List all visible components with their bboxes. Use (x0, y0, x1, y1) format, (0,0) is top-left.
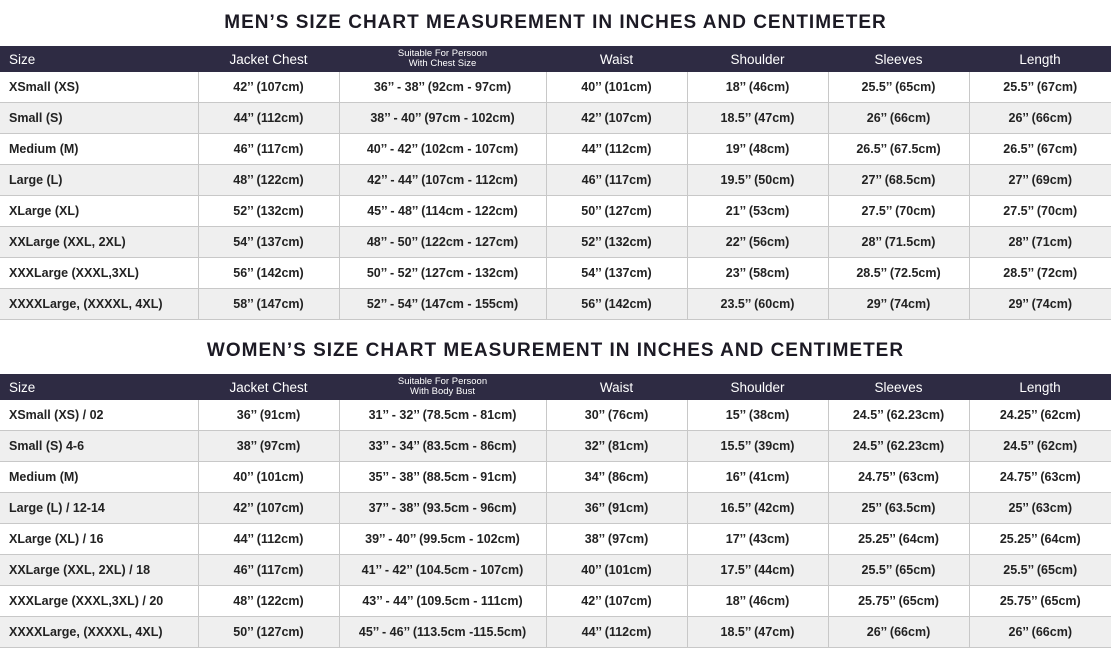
column-header-shoulder: Shoulder (730, 379, 785, 395)
suitable-header-line2: With Chest Size (408, 58, 477, 69)
column-header-length: Length (1019, 51, 1061, 67)
column-header-waist: Waist (599, 51, 634, 67)
table-header-row (0, 374, 1111, 400)
table-row (0, 72, 1111, 103)
cell-size: XXLarge (XXL, 2XL) (0, 227, 198, 258)
cell-length: 29’’ (74cm) (969, 289, 1111, 320)
column-header-size: Size (9, 379, 36, 395)
cell-waist: 32’’ (81cm) (546, 431, 687, 462)
cell-size: XXXLarge (XXXL,3XL) / 20 (0, 586, 198, 617)
cell-suitable-range: 36’’ - 38’’ (92cm - 97cm) (339, 72, 546, 103)
cell-shoulder: 19’’ (48cm) (687, 134, 828, 165)
table-row (0, 555, 1111, 586)
mens-table-body (0, 72, 1111, 320)
column-header-size: Size (9, 51, 36, 67)
cell-size: XXXLarge (XXXL,3XL) (0, 258, 198, 289)
cell-sleeves: 25.5’’ (65cm) (828, 72, 969, 103)
cell-sleeves: 29’’ (74cm) (828, 289, 969, 320)
cell-jacket-chest: 54’’ (137cm) (198, 227, 339, 258)
cell-sleeves: 25.25’’ (64cm) (828, 524, 969, 555)
table-row (0, 462, 1111, 493)
suitable-header-line2: With Body Bust (410, 386, 475, 397)
cell-sleeves: 27’’ (68.5cm) (828, 165, 969, 196)
cell-sleeves: 25.75’’ (65cm) (828, 586, 969, 617)
cell-jacket-chest: 46’’ (117cm) (198, 134, 339, 165)
cell-waist: 42’’ (107cm) (546, 586, 687, 617)
cell-jacket-chest: 42’’ (107cm) (198, 493, 339, 524)
cell-shoulder: 18’’ (46cm) (687, 586, 828, 617)
cell-jacket-chest: 50’’ (127cm) (198, 617, 339, 648)
cell-suitable-range: 38’’ - 40’’ (97cm - 102cm) (339, 103, 546, 134)
cell-size: Small (S) 4-6 (0, 431, 198, 462)
cell-jacket-chest: 46’’ (117cm) (198, 555, 339, 586)
cell-length: 26.5’’ (67cm) (969, 134, 1111, 165)
cell-waist: 38’’ (97cm) (546, 524, 687, 555)
cell-shoulder: 19.5’’ (50cm) (687, 165, 828, 196)
cell-size: Large (L) (0, 165, 198, 196)
table-row (0, 524, 1111, 555)
cell-sleeves: 26.5’’ (67.5cm) (828, 134, 969, 165)
cell-shoulder: 15.5’’ (39cm) (687, 431, 828, 462)
cell-sleeves: 24.75’’ (63cm) (828, 462, 969, 493)
cell-jacket-chest: 58’’ (147cm) (198, 289, 339, 320)
cell-suitable-range: 31’’ - 32’’ (78.5cm - 81cm) (339, 400, 546, 431)
cell-length: 28.5’’ (72cm) (969, 258, 1111, 289)
cell-jacket-chest: 36’’ (91cm) (198, 400, 339, 431)
cell-size: XXLarge (XXL, 2XL) / 18 (0, 555, 198, 586)
suitable-header-line1: Suitable For Persoon (397, 376, 488, 387)
cell-waist: 44’’ (112cm) (546, 134, 687, 165)
cell-shoulder: 18.5’’ (47cm) (687, 103, 828, 134)
cell-suitable-range: 52’’ - 54’’ (147cm - 155cm) (339, 289, 546, 320)
cell-suitable-range: 45’’ - 48’’ (114cm - 122cm) (339, 196, 546, 227)
cell-sleeves: 27.5’’ (70cm) (828, 196, 969, 227)
cell-jacket-chest: 44’’ (112cm) (198, 524, 339, 555)
cell-jacket-chest: 52’’ (132cm) (198, 196, 339, 227)
womens-size-table (0, 374, 1111, 648)
table-row (0, 134, 1111, 165)
cell-suitable-range: 40’’ - 42’’ (102cm - 107cm) (339, 134, 546, 165)
cell-length: 25.5’’ (67cm) (969, 72, 1111, 103)
mens-size-table (0, 46, 1111, 320)
cell-length: 26’’ (66cm) (969, 617, 1111, 648)
cell-length: 25.75’’ (65cm) (969, 586, 1111, 617)
cell-sleeves: 24.5’’ (62.23cm) (828, 431, 969, 462)
cell-length: 25’’ (63cm) (969, 493, 1111, 524)
table-row (0, 165, 1111, 196)
cell-sleeves: 24.5’’ (62.23cm) (828, 400, 969, 431)
cell-length: 24.25’’ (62cm) (969, 400, 1111, 431)
cell-length: 25.5’’ (65cm) (969, 555, 1111, 586)
table-row (0, 103, 1111, 134)
cell-shoulder: 23.5’’ (60cm) (687, 289, 828, 320)
cell-sleeves: 26’’ (66cm) (828, 617, 969, 648)
table-row (0, 400, 1111, 431)
table-row (0, 431, 1111, 462)
cell-suitable-range: 39’’ - 40’’ (99.5cm - 102cm) (339, 524, 546, 555)
table-header-row (0, 46, 1111, 72)
table-row (0, 289, 1111, 320)
cell-waist: 50’’ (127cm) (546, 196, 687, 227)
cell-length: 27.5’’ (70cm) (969, 196, 1111, 227)
cell-suitable-range: 35’’ - 38’’ (88.5cm - 91cm) (339, 462, 546, 493)
womens-size-chart-title: WOMEN’S SIZE CHART MEASUREMENT IN INCHES AND CENTIMETER (206, 340, 905, 361)
suitable-header-line1: Suitable For Persoon (397, 48, 488, 59)
cell-size: Medium (M) (0, 134, 198, 165)
cell-length: 26’’ (66cm) (969, 103, 1111, 134)
cell-shoulder: 16.5’’ (42cm) (687, 493, 828, 524)
mens-size-chart-title: MEN’S SIZE CHART MEASUREMENT IN INCHES AND CENTIMETER (224, 12, 887, 33)
cell-shoulder: 22’’ (56cm) (687, 227, 828, 258)
cell-jacket-chest: 42’’ (107cm) (198, 72, 339, 103)
cell-suitable-range: 50’’ - 52’’ (127cm - 132cm) (339, 258, 546, 289)
cell-suitable-range: 37’’ - 38’’ (93.5cm - 96cm) (339, 493, 546, 524)
cell-length: 24.5’’ (62cm) (969, 431, 1111, 462)
cell-jacket-chest: 48’’ (122cm) (198, 165, 339, 196)
cell-suitable-range: 43’’ - 44’’ (109.5cm - 111cm) (339, 586, 546, 617)
cell-size: XLarge (XL) / 16 (0, 524, 198, 555)
cell-waist: 36’’ (91cm) (546, 493, 687, 524)
cell-size: XSmall (XS) / 02 (0, 400, 198, 431)
cell-jacket-chest: 48’’ (122cm) (198, 586, 339, 617)
cell-size: XXXXLarge, (XXXXL, 4XL) (0, 289, 198, 320)
cell-jacket-chest: 44’’ (112cm) (198, 103, 339, 134)
column-header-suitable-chest-size (339, 46, 546, 72)
cell-sleeves: 28’’ (71.5cm) (828, 227, 969, 258)
table-row (0, 227, 1111, 258)
cell-suitable-range: 33’’ - 34’’ (83.5cm - 86cm) (339, 431, 546, 462)
column-header-length: Length (1019, 379, 1061, 395)
cell-shoulder: 18.5’’ (47cm) (687, 617, 828, 648)
cell-shoulder: 16’’ (41cm) (687, 462, 828, 493)
cell-waist: 54’’ (137cm) (546, 258, 687, 289)
table-row (0, 586, 1111, 617)
cell-shoulder: 17.5’’ (44cm) (687, 555, 828, 586)
column-header-jacket-chest: Jacket Chest (229, 379, 308, 395)
cell-suitable-range: 48’’ - 50’’ (122cm - 127cm) (339, 227, 546, 258)
cell-suitable-range: 42’’ - 44’’ (107cm - 112cm) (339, 165, 546, 196)
cell-jacket-chest: 56’’ (142cm) (198, 258, 339, 289)
cell-size: XLarge (XL) (0, 196, 198, 227)
cell-sleeves: 28.5’’ (72.5cm) (828, 258, 969, 289)
cell-waist: 52’’ (132cm) (546, 227, 687, 258)
cell-shoulder: 17’’ (43cm) (687, 524, 828, 555)
cell-shoulder: 15’’ (38cm) (687, 400, 828, 431)
table-row (0, 493, 1111, 524)
cell-sleeves: 25.5’’ (65cm) (828, 555, 969, 586)
column-header-waist: Waist (599, 379, 634, 395)
cell-size: Large (L) / 12-14 (0, 493, 198, 524)
cell-shoulder: 18’’ (46cm) (687, 72, 828, 103)
cell-size: Small (S) (0, 103, 198, 134)
cell-length: 25.25’’ (64cm) (969, 524, 1111, 555)
table-row (0, 196, 1111, 227)
cell-waist: 40’’ (101cm) (546, 72, 687, 103)
cell-waist: 30’’ (76cm) (546, 400, 687, 431)
cell-jacket-chest: 40’’ (101cm) (198, 462, 339, 493)
cell-waist: 42’’ (107cm) (546, 103, 687, 134)
cell-length: 27’’ (69cm) (969, 165, 1111, 196)
cell-size: XXXXLarge, (XXXXL, 4XL) (0, 617, 198, 648)
table-row (0, 617, 1111, 648)
column-header-sleeves: Sleeves (874, 379, 923, 395)
cell-suitable-range: 41’’ - 42’’ (104.5cm - 107cm) (339, 555, 546, 586)
cell-length: 28’’ (71cm) (969, 227, 1111, 258)
cell-waist: 34’’ (86cm) (546, 462, 687, 493)
cell-waist: 46’’ (117cm) (546, 165, 687, 196)
column-header-jacket-chest: Jacket Chest (229, 51, 308, 67)
column-header-suitable-body-bust (339, 374, 546, 400)
table-row (0, 258, 1111, 289)
womens-table-body (0, 400, 1111, 648)
cell-shoulder: 21’’ (53cm) (687, 196, 828, 227)
cell-waist: 44’’ (112cm) (546, 617, 687, 648)
column-header-sleeves: Sleeves (874, 51, 923, 67)
cell-size: Medium (M) (0, 462, 198, 493)
cell-shoulder: 23’’ (58cm) (687, 258, 828, 289)
cell-sleeves: 26’’ (66cm) (828, 103, 969, 134)
cell-jacket-chest: 38’’ (97cm) (198, 431, 339, 462)
cell-sleeves: 25’’ (63.5cm) (828, 493, 969, 524)
cell-size: XSmall (XS) (0, 72, 198, 103)
column-header-shoulder: Shoulder (730, 51, 785, 67)
cell-length: 24.75’’ (63cm) (969, 462, 1111, 493)
cell-waist: 56’’ (142cm) (546, 289, 687, 320)
cell-suitable-range: 45’’ - 46’’ (113.5cm -115.5cm) (339, 617, 546, 648)
cell-waist: 40’’ (101cm) (546, 555, 687, 586)
